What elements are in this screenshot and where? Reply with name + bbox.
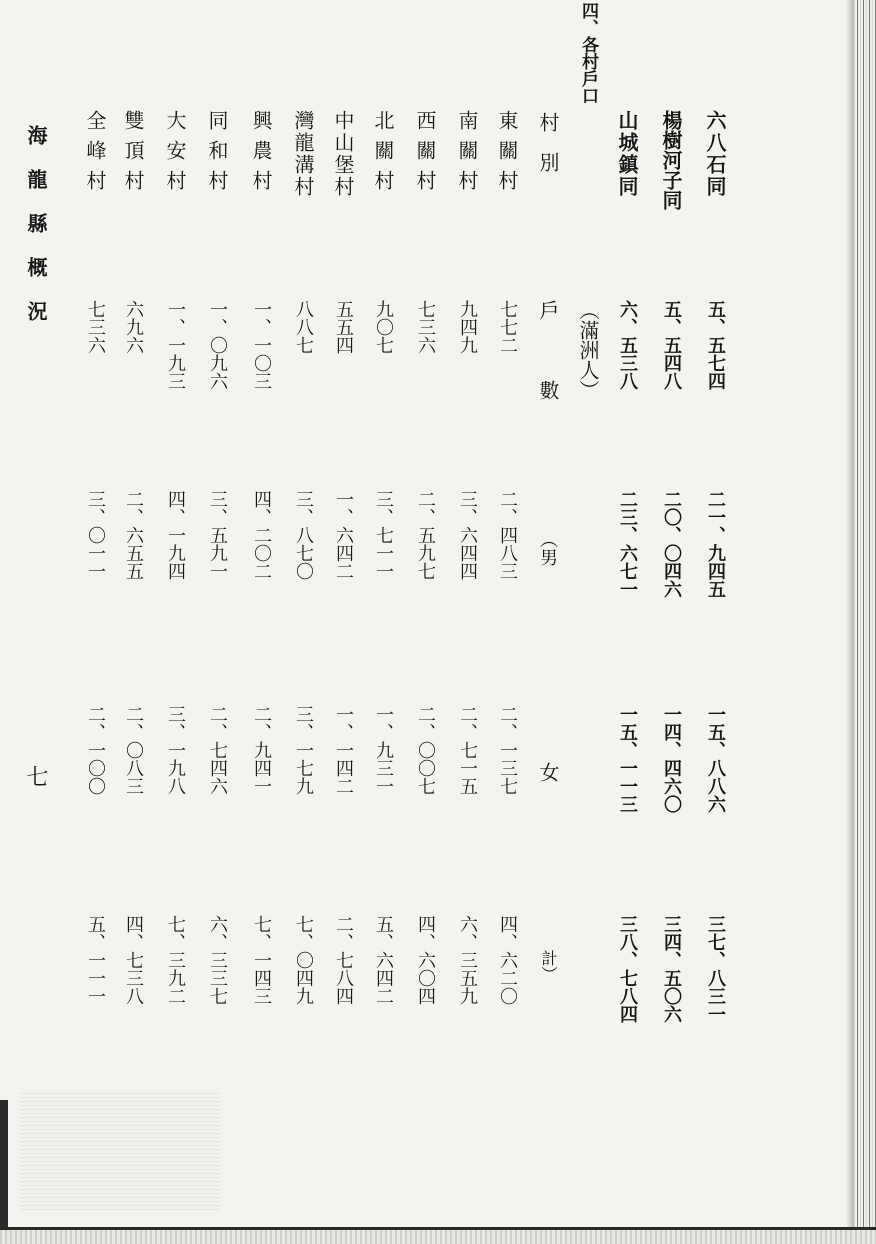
cell-households: 一、一九三: [165, 300, 186, 390]
cell-total: 四、六二〇: [497, 915, 518, 1005]
cell-name: 六八石同: [703, 110, 727, 198]
cell-name: 中山堡村: [331, 110, 355, 198]
cell-name: 興農村: [249, 110, 273, 200]
cell-female: 一五、八八六: [705, 705, 726, 813]
cell-total: 四、六〇四: [415, 915, 436, 1005]
cell-households: 九〇七: [373, 300, 394, 354]
cell-households: 五五四: [333, 300, 354, 354]
running-title: 海龍縣概況: [24, 125, 48, 345]
village-row: [202, 0, 232, 1060]
cell-name: 東關村: [495, 110, 519, 200]
binding-shadow: [846, 0, 854, 1244]
cell-male: 四、二〇二: [251, 490, 272, 580]
village-row: [656, 0, 686, 1060]
cell-total: 三四、五〇六: [661, 915, 682, 1023]
cell-male: 三、五九一: [207, 490, 228, 580]
cell-male: 二一、九四五: [705, 490, 726, 598]
cell-name: 南關村: [455, 110, 479, 200]
cell-female: 三、一九八: [165, 705, 186, 795]
cell-households: 一、一〇三: [251, 300, 272, 390]
cell-male: 二、四八三: [497, 490, 518, 580]
cell-name: 北關村: [371, 110, 395, 200]
cell-male: 一、六四二: [333, 490, 354, 580]
cell-total: 三八、七八四: [617, 915, 638, 1023]
cell-male: 三、八七〇: [293, 490, 314, 580]
cell-name: 雙頂村: [121, 110, 145, 200]
cell-households: 九四九: [457, 300, 478, 354]
cell-male: 二、五九七: [415, 490, 436, 580]
cell-total: 七、三九二: [165, 915, 186, 1005]
cell-male: 二〇、〇四六: [661, 490, 682, 598]
village-row: [80, 0, 110, 1060]
cell-households: 一、〇九六: [207, 300, 228, 390]
cell-male: 三、〇一一: [85, 490, 106, 580]
cell-households: 六、五三八: [617, 300, 638, 390]
cell-male: 二三、六七一: [617, 490, 638, 598]
village-row: [246, 0, 276, 1060]
cell-female: 一五、一一三: [617, 705, 638, 813]
cell-female: 二、七四六: [207, 705, 228, 795]
cell-female: 一四、四六〇: [661, 705, 682, 813]
cell-male: 三、六四四: [457, 490, 478, 580]
cell-male: 四、一九四: [165, 490, 186, 580]
cell-households: 五、五四八: [661, 300, 682, 390]
village-row: [328, 0, 358, 1060]
cell-households: 五、五七四: [705, 300, 726, 390]
cell-households: 七七二: [497, 300, 518, 354]
cell-name: 西關村: [413, 110, 437, 200]
cell-total: 五、一一一: [85, 915, 106, 1005]
header-village: 村 別: [536, 112, 560, 172]
cell-households: 七三六: [415, 300, 436, 354]
cell-female: 二、〇〇七: [415, 705, 436, 795]
scan-smudge: [20, 1090, 220, 1210]
cell-total: 七、〇四九: [293, 915, 314, 1005]
header-manchu-note: （滿洲人）: [576, 300, 600, 400]
header-total: 計）: [539, 950, 558, 982]
section-title: 四、各村戶口: [578, 2, 598, 104]
cell-total: 六、三五九: [457, 915, 478, 1005]
cell-total: 二、七八四: [333, 915, 354, 1005]
cell-name: 全峰村: [83, 110, 107, 200]
cell-female: 二、七一五: [457, 705, 478, 795]
village-row: [410, 0, 440, 1060]
cell-female: 二、一三七: [497, 705, 518, 795]
village-row: [118, 0, 148, 1060]
cell-male: 三、七一一: [373, 490, 394, 580]
cell-total: 七、一四三: [251, 915, 272, 1005]
cell-female: 三、一七九: [293, 705, 314, 795]
cell-total: 三七、八三一: [705, 915, 726, 1023]
cell-name: 同和村: [205, 110, 229, 200]
cell-households: 八八七: [293, 300, 314, 354]
village-row: [700, 0, 730, 1060]
cell-female: 二、一〇〇: [85, 705, 106, 795]
village-row: [452, 0, 482, 1060]
cell-total: 六、三三七: [207, 915, 228, 1005]
cell-female: 一、九三一: [373, 705, 394, 795]
cell-total: 五、六四二: [373, 915, 394, 1005]
header-female: 女: [536, 762, 560, 782]
header-male: （男: [537, 530, 558, 566]
bottom-scan-line: [0, 1227, 876, 1230]
cell-total: 四、七三八: [123, 915, 144, 1005]
cell-name: 山城鎮同: [615, 110, 639, 198]
cell-male: 二、六五五: [123, 490, 144, 580]
left-page-edge: [0, 1100, 8, 1244]
village-row: [368, 0, 398, 1060]
cell-name: 大安村: [163, 110, 187, 200]
page-number: 七: [23, 765, 48, 787]
cell-name: 楊樹河子同: [659, 110, 683, 210]
header-households: 戶 數: [536, 300, 560, 420]
bottom-scan-shade: [0, 1230, 876, 1244]
village-row: [492, 0, 522, 1060]
cell-female: 一、一四二: [333, 705, 354, 795]
page-binding: [854, 0, 876, 1244]
cell-female: 二、九四一: [251, 705, 272, 795]
village-row: [612, 0, 642, 1060]
cell-households: 六九六: [123, 300, 144, 354]
village-row: [288, 0, 318, 1060]
cell-households: 七三六: [85, 300, 106, 354]
village-row: [160, 0, 190, 1060]
cell-name: 灣龍溝村: [291, 110, 315, 198]
cell-female: 二、〇八三: [123, 705, 144, 795]
